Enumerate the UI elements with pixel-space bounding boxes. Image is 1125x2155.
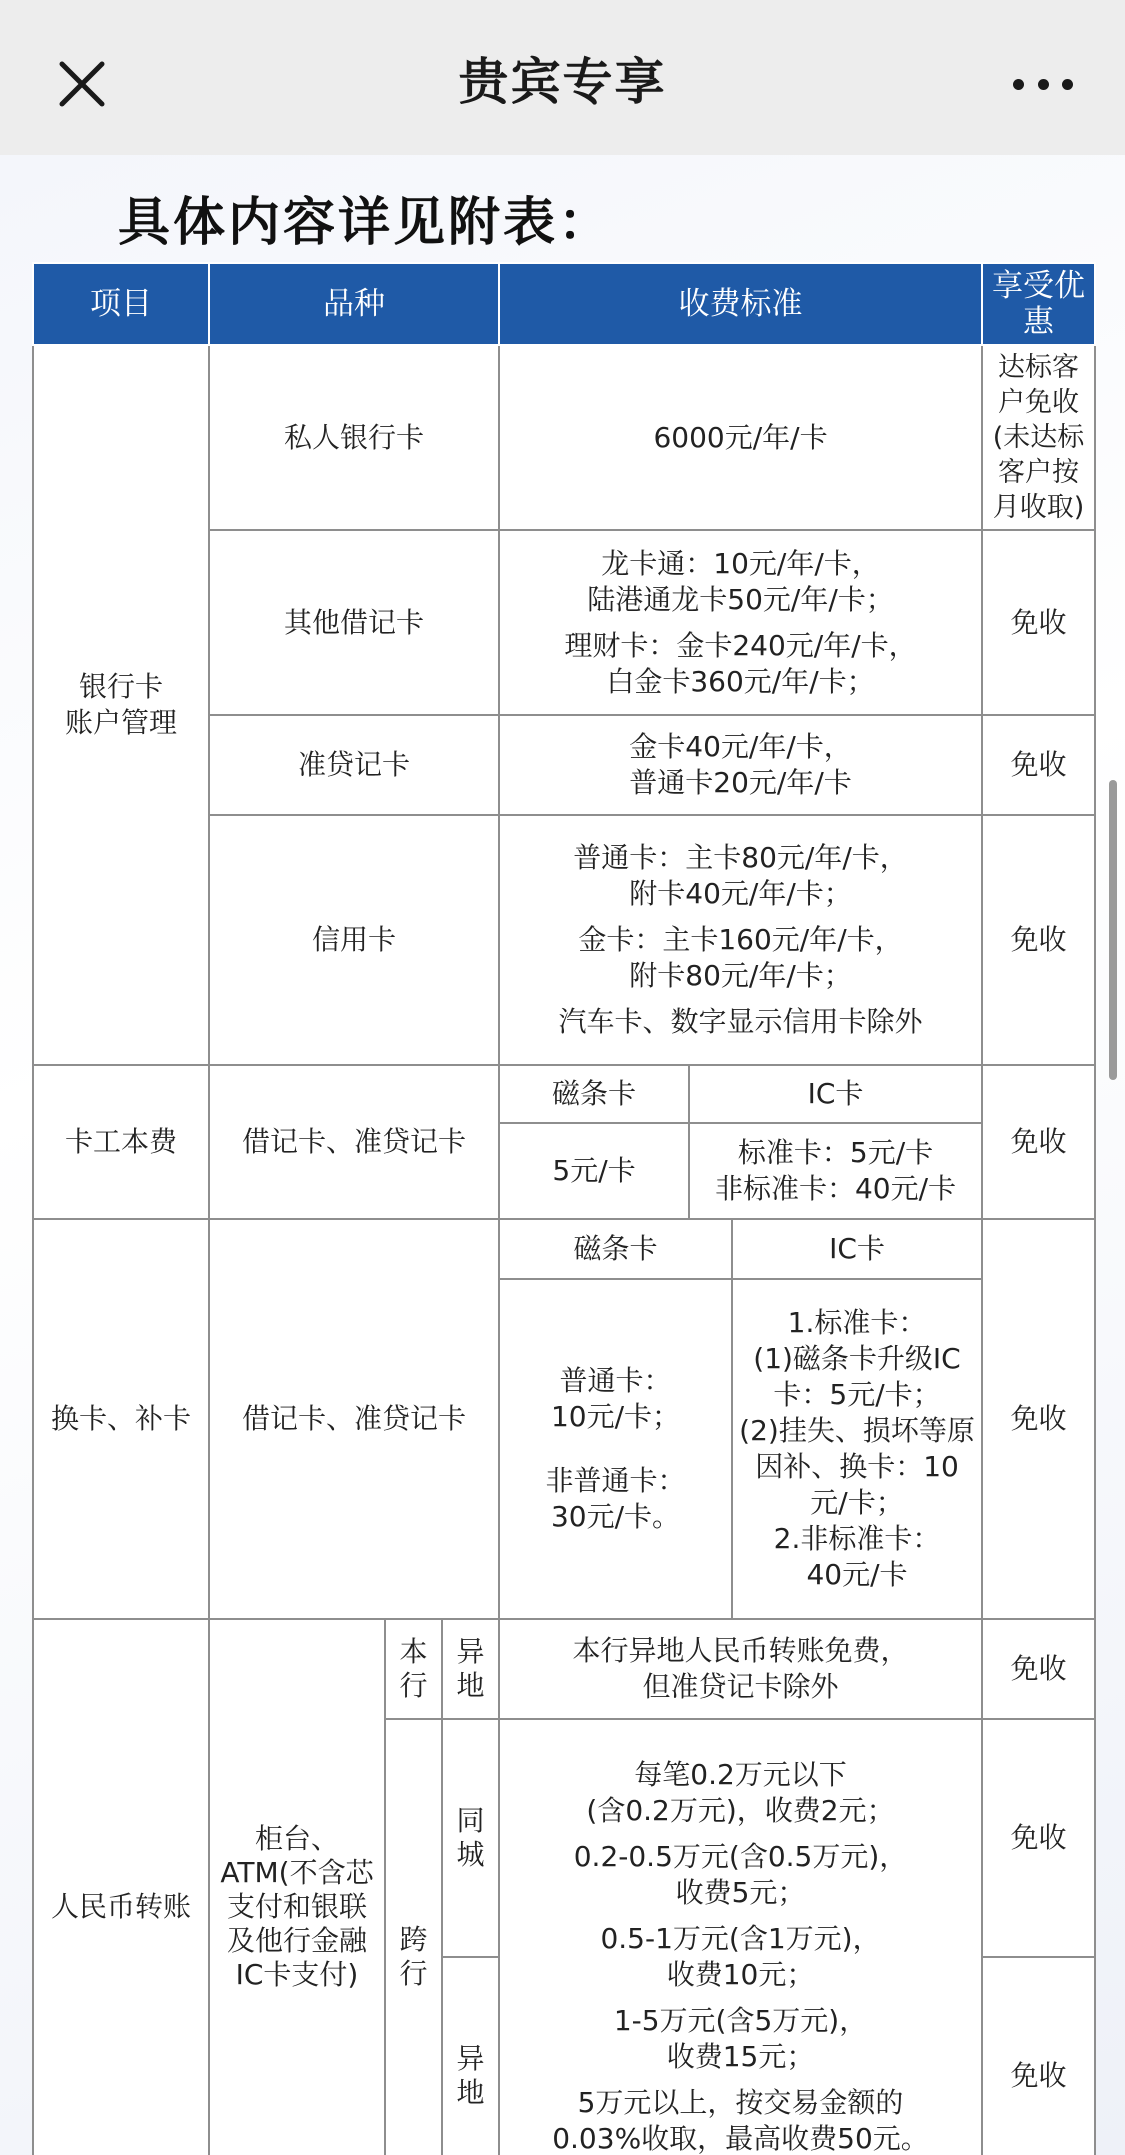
- top-navigation-bar: [0, 0, 1125, 155]
- kind-cell: 信用卡: [209, 815, 499, 1065]
- item-bank-card: 银行卡 账户管理: [33, 345, 209, 1065]
- mag-label: 磁条卡: [499, 1219, 732, 1279]
- header-kind: 品种: [209, 263, 499, 345]
- kind-cell: 其他借记卡: [209, 530, 499, 715]
- table-row: [33, 1065, 1095, 1123]
- fee-line: 汽车卡、数字显示信用卡除外: [558, 1005, 923, 1038]
- header-benefit: 享受优惠: [982, 263, 1095, 345]
- mag-label: 磁条卡: [499, 1065, 689, 1123]
- close-icon[interactable]: [58, 60, 106, 108]
- fee-cell: 金卡40元/年/卡， 普通卡20元/年/卡: [499, 715, 982, 815]
- kind-cell: 借记卡、准贷记卡: [209, 1219, 499, 1619]
- table-row: [33, 345, 1095, 530]
- kind-cell: 私人银行卡: [209, 345, 499, 530]
- fee-cell: 6000元/年/卡: [499, 345, 982, 530]
- table-row: [33, 1619, 1095, 1719]
- fee-cell: 本行异地人民币转账免费， 但准贷记卡除外: [499, 1619, 982, 1719]
- fee-line: 每笔0.2万元以下 (含0.2万元)，收费2元；: [586, 1758, 895, 1827]
- fee-line: 非普通卡： 30元/卡。: [545, 1464, 686, 1533]
- cross-bank-label: 跨行: [385, 1719, 442, 2155]
- scrollbar[interactable]: [1109, 780, 1117, 1080]
- fee-line: 0.5-1万元(含1万元)， 收费10元；: [600, 1922, 881, 1991]
- fee-line: 1-5万元(含5万元)， 收费15元；: [613, 2004, 868, 2073]
- fee-table: [32, 262, 1096, 2155]
- cross-remote-label: 异地: [442, 1957, 499, 2155]
- fee-line: 0.2-0.5万元(含0.5万元)， 收费5元；: [573, 1840, 908, 1909]
- table-row: [33, 1219, 1095, 1279]
- benefit-cell: 免收: [982, 1719, 1095, 1957]
- benefit-cell: 免收: [982, 1619, 1095, 1719]
- own-bank-label: 本行: [385, 1619, 442, 1719]
- item-transfer: 人民币转账: [33, 1619, 209, 2155]
- fee-line: 普通卡：主卡80元/年/卡， 附卡40元/年/卡；: [573, 841, 908, 910]
- fee-line: 龙卡通：10元/年/卡， 陆港通龙卡50元/年/卡；: [587, 546, 894, 616]
- mag-fee: [499, 1279, 732, 1619]
- more-options-icon[interactable]: [1013, 70, 1073, 98]
- ic-label: IC卡: [689, 1065, 982, 1123]
- benefit-cell: 免收: [982, 715, 1095, 815]
- same-city-label: 同城: [442, 1719, 499, 1957]
- ic-label: IC卡: [732, 1219, 982, 1279]
- item-replace: 换卡、补卡: [33, 1219, 209, 1619]
- benefit-cell: 免收: [982, 1957, 1095, 2155]
- fee-line: 理财卡：金卡240元/年/卡， 白金卡360元/年/卡；: [564, 628, 917, 698]
- fee-line: 普通卡： 10元/卡；: [550, 1364, 681, 1433]
- fee-cell: [499, 815, 982, 1065]
- page-title: 贵宾专享: [458, 52, 667, 111]
- fee-line: 5万元以上，按交易金额的 0.03%收取，最高收费50元。: [552, 2086, 929, 2155]
- fee-line: 金卡：主卡160元/年/卡， 附卡80元/年/卡；: [578, 923, 903, 992]
- table-header-row: [33, 263, 1095, 345]
- mag-fee: 5元/卡: [499, 1123, 689, 1219]
- benefit-cell: 免收: [982, 815, 1095, 1065]
- section-heading: 具体内容详见附表：: [118, 193, 614, 253]
- fee-cell: [499, 1719, 982, 2155]
- fee-cell: [499, 530, 982, 715]
- benefit-cell: 达标客户免收(未达标客户按月收取): [982, 345, 1095, 530]
- benefit-cell: 免收: [982, 530, 1095, 715]
- kind-cell: 借记卡、准贷记卡: [209, 1065, 499, 1219]
- benefit-cell: 免收: [982, 1065, 1095, 1219]
- ic-fee: 1.标准卡： (1)磁条卡升级IC卡：5元/卡； (2)挂失、损坏等原因补、换卡：10元/卡； 2.非标准卡： 40元/卡: [732, 1279, 982, 1619]
- kind-cell: 柜台、ATM(不含芯支付和银联及他行金融IC卡支付): [209, 1619, 385, 2155]
- article-content: [0, 155, 1125, 2155]
- kind-cell: 准贷记卡: [209, 715, 499, 815]
- header-item: 项目: [33, 263, 209, 345]
- ic-fee: 标准卡：5元/卡 非标准卡：40元/卡: [689, 1123, 982, 1219]
- header-fee: 收费标准: [499, 263, 982, 345]
- benefit-cell: 免收: [982, 1219, 1095, 1619]
- item-card-cost: 卡工本费: [33, 1065, 209, 1219]
- own-remote-label: 异地: [442, 1619, 499, 1719]
